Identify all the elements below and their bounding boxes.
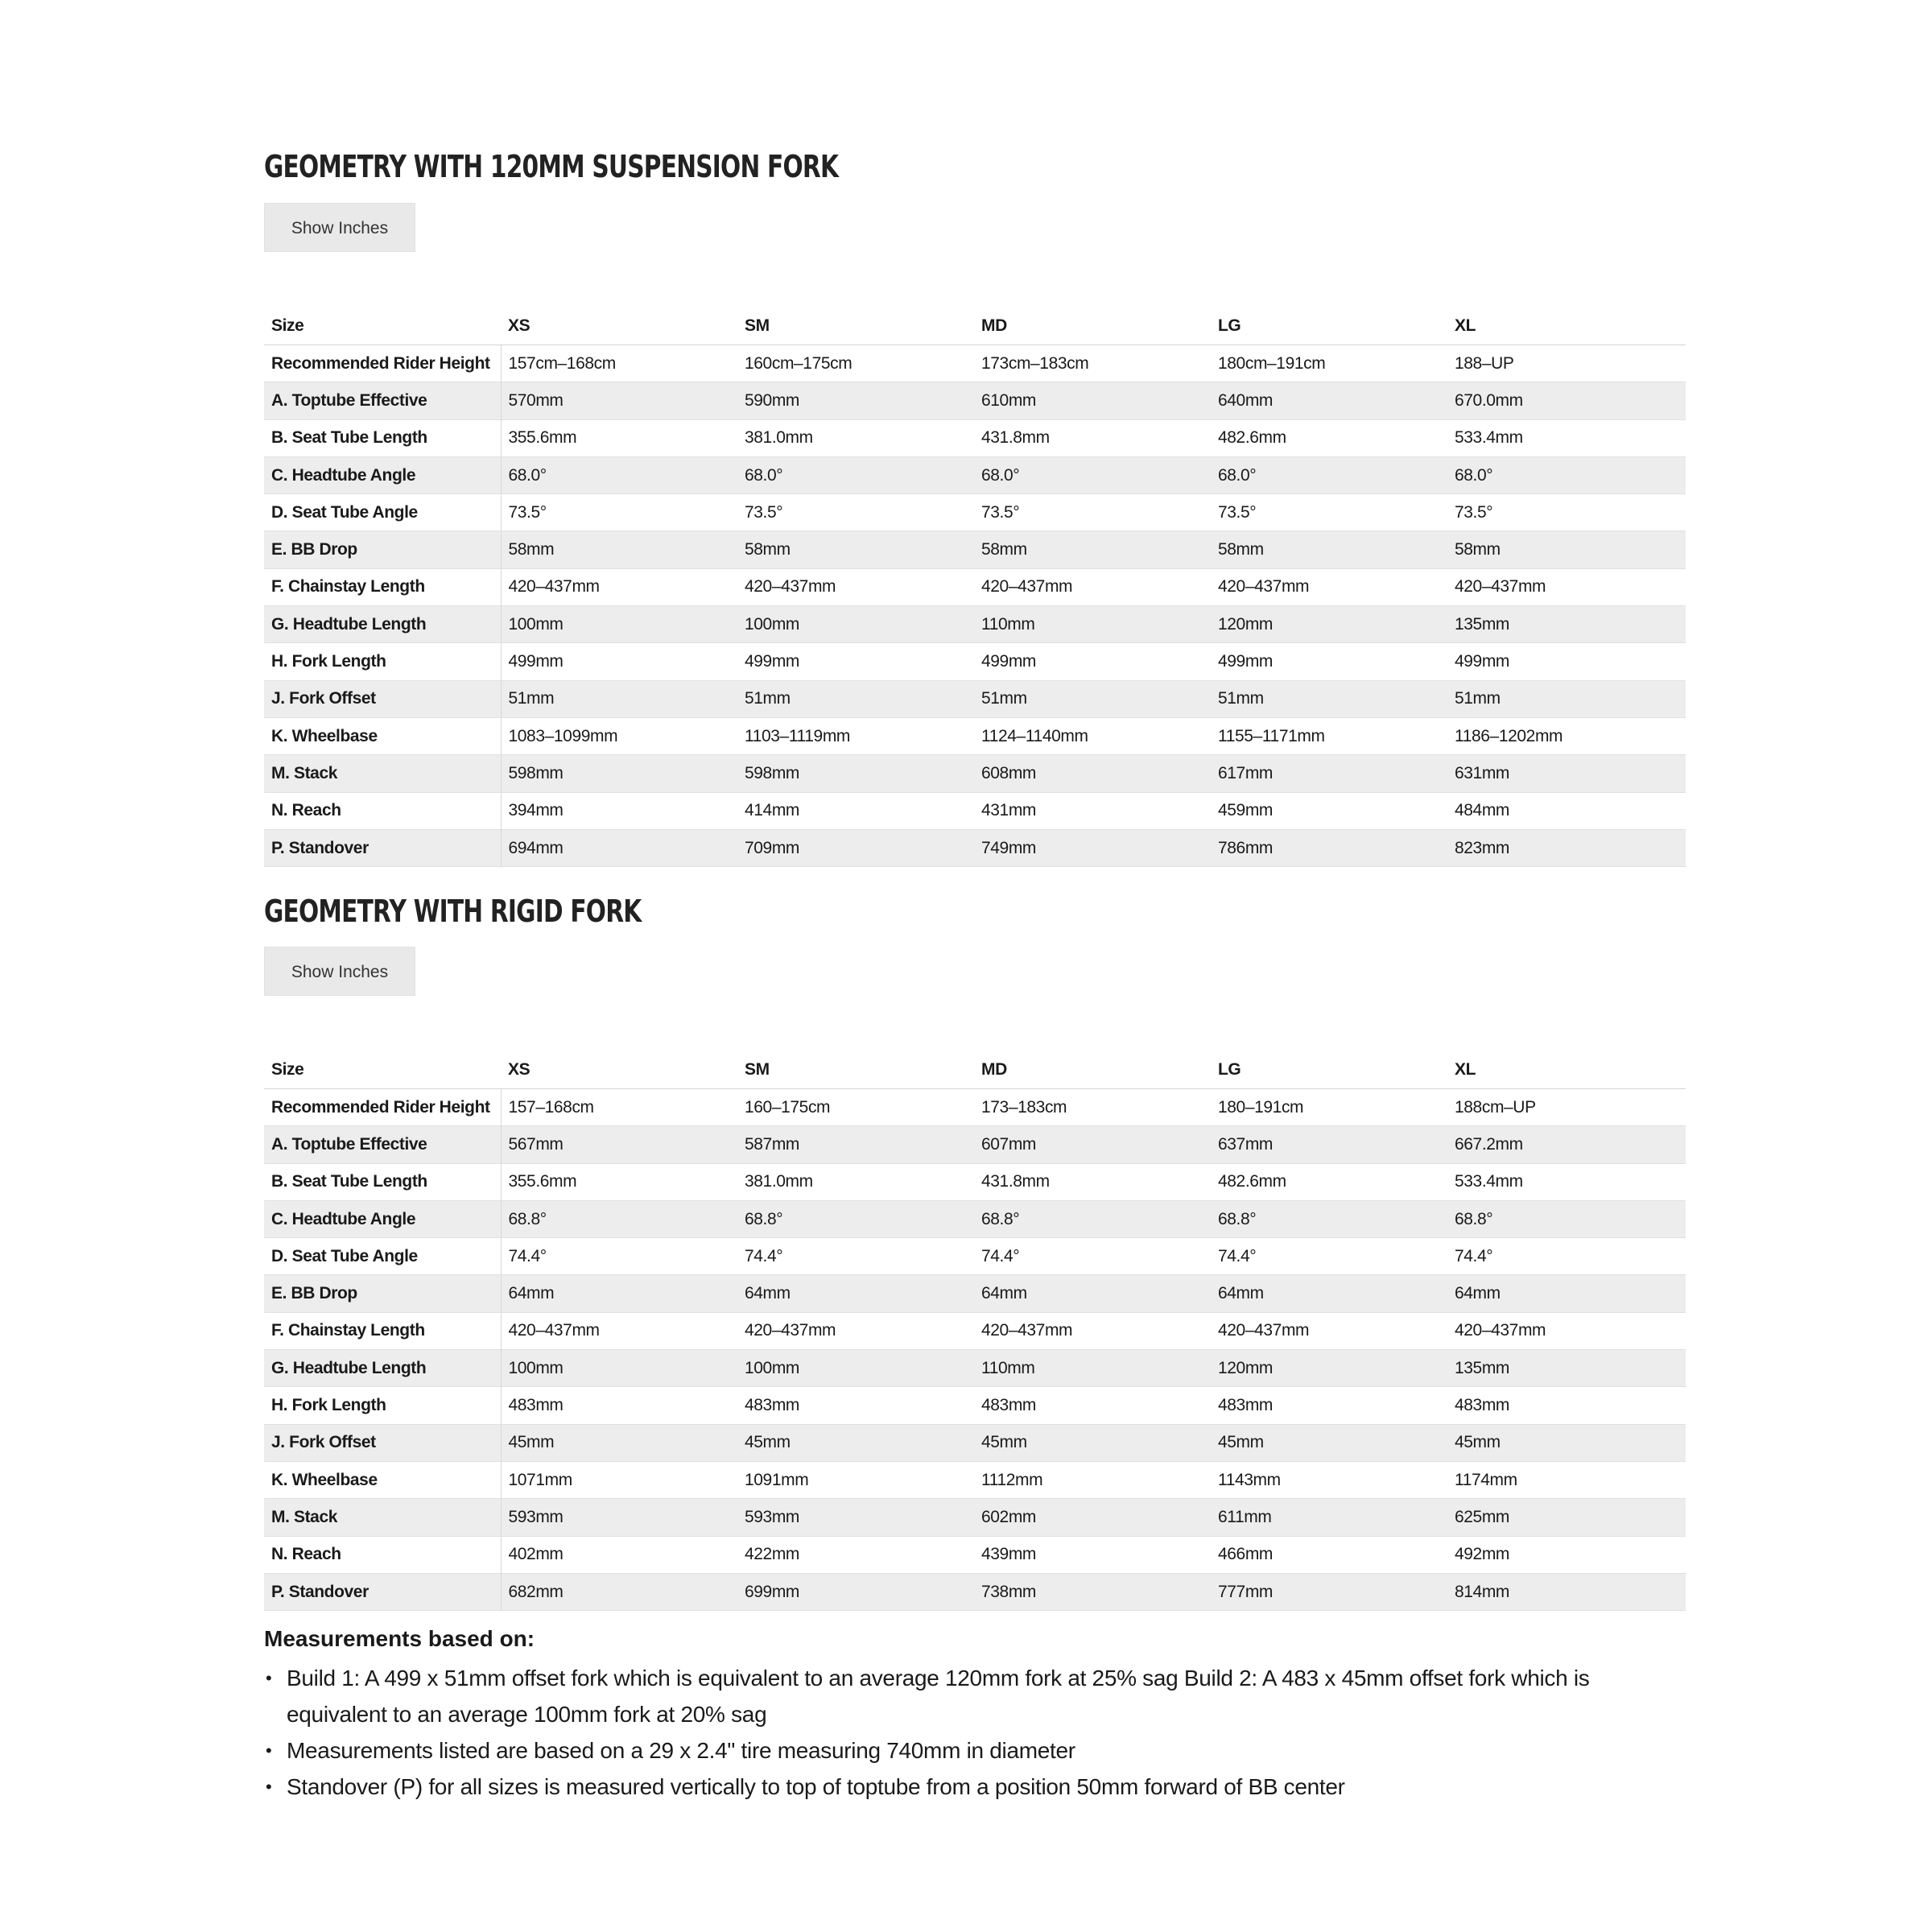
table-cell: 567mm bbox=[501, 1126, 737, 1163]
table-row bbox=[264, 1461, 1686, 1498]
table-cell: 533.4mm bbox=[1447, 419, 1686, 456]
table-cell: 682mm bbox=[501, 1573, 737, 1610]
table-cell: 459mm bbox=[1211, 792, 1447, 829]
table-row bbox=[264, 1238, 1686, 1275]
table-cell: 68.8° bbox=[1447, 1200, 1686, 1237]
row-label: B. Seat Tube Length bbox=[264, 1163, 501, 1200]
bullet-icon: • bbox=[266, 1777, 272, 1797]
table-cell: 73.5° bbox=[974, 494, 1211, 531]
table-cell: 74.4° bbox=[501, 1238, 737, 1275]
note-text: Measurements listed are based on a 29 x 2.4" tire measuring 740mm in diameter bbox=[287, 1738, 1075, 1763]
column-header-lg: LG bbox=[1211, 308, 1447, 345]
row-label: M. Stack bbox=[264, 1499, 501, 1536]
column-header-md: MD bbox=[974, 308, 1211, 345]
table-cell: 64mm bbox=[1211, 1275, 1447, 1312]
bullet-icon: • bbox=[266, 1740, 272, 1761]
table-cell: 68.8° bbox=[1211, 1200, 1447, 1237]
table-cell: 73.5° bbox=[1211, 494, 1447, 531]
note-text: Build 1: A 499 x 51mm offset fork which is equivalent to an average 120mm fork at 25% sag Build 2: A 483 x 45mm offset fork which is equivalent to an average 100mm fork at 20% sag bbox=[287, 1666, 1590, 1727]
table-cell: 74.4° bbox=[974, 1238, 1211, 1275]
table-cell: 188–UP bbox=[1447, 345, 1686, 382]
table-cell: 420–437mm bbox=[501, 568, 737, 605]
column-header-xl: XL bbox=[1447, 1051, 1686, 1089]
table-row bbox=[264, 1536, 1686, 1573]
table-row bbox=[264, 680, 1686, 717]
table-cell: 58mm bbox=[974, 531, 1211, 568]
table-cell: 120mm bbox=[1211, 1350, 1447, 1387]
row-label: A. Toptube Effective bbox=[264, 382, 501, 419]
column-header-xs: XS bbox=[501, 1051, 737, 1089]
table-cell: 431mm bbox=[974, 792, 1211, 829]
table-cell: 420–437mm bbox=[1447, 568, 1686, 605]
measurement-notes bbox=[264, 1623, 1686, 1805]
table-cell: 483mm bbox=[1447, 1387, 1686, 1424]
row-label: D. Seat Tube Angle bbox=[264, 494, 501, 531]
table-header bbox=[264, 1051, 1686, 1089]
table-body bbox=[264, 1089, 1686, 1611]
row-label: M. Stack bbox=[264, 755, 501, 792]
table-cell: 1124–1140mm bbox=[974, 717, 1211, 754]
row-label: K. Wheelbase bbox=[264, 1461, 501, 1498]
table-cell: 749mm bbox=[974, 829, 1211, 866]
table-cell: 499mm bbox=[1211, 643, 1447, 680]
table-body bbox=[264, 345, 1686, 867]
table-cell: 58mm bbox=[1211, 531, 1447, 568]
table-cell: 188cm–UP bbox=[1447, 1089, 1686, 1126]
table-cell: 499mm bbox=[737, 643, 974, 680]
table-row bbox=[264, 755, 1686, 792]
row-label: C. Headtube Angle bbox=[264, 456, 501, 493]
table-cell: 420–437mm bbox=[1447, 1312, 1686, 1349]
table-cell: 100mm bbox=[737, 606, 974, 643]
table-row bbox=[264, 792, 1686, 829]
row-label: C. Headtube Angle bbox=[264, 1200, 501, 1237]
column-header-sm: SM bbox=[737, 308, 974, 345]
table-cell: 482.6mm bbox=[1211, 419, 1447, 456]
row-label: F. Chainstay Length bbox=[264, 568, 501, 605]
table-cell: 68.0° bbox=[974, 456, 1211, 493]
table-row bbox=[264, 1573, 1686, 1610]
table-cell: 73.5° bbox=[1447, 494, 1686, 531]
table-cell: 58mm bbox=[501, 531, 737, 568]
row-label: E. BB Drop bbox=[264, 1275, 501, 1312]
table-cell: 381.0mm bbox=[737, 1163, 974, 1200]
table-cell: 45mm bbox=[501, 1424, 737, 1461]
table-cell: 110mm bbox=[974, 1350, 1211, 1387]
table-cell: 1143mm bbox=[1211, 1461, 1447, 1498]
column-header-xl: XL bbox=[1447, 308, 1686, 345]
table-cell: 593mm bbox=[501, 1499, 737, 1536]
table-cell: 1112mm bbox=[974, 1461, 1211, 1498]
table-cell: 499mm bbox=[501, 643, 737, 680]
table-cell: 73.5° bbox=[501, 494, 737, 531]
table-cell: 120mm bbox=[1211, 606, 1447, 643]
table-cell: 483mm bbox=[737, 1387, 974, 1424]
column-header-xs: XS bbox=[501, 308, 737, 345]
geometry-table-rigid bbox=[264, 1051, 1686, 1611]
column-header-md: MD bbox=[974, 1051, 1211, 1089]
note-item bbox=[264, 1732, 1686, 1769]
table-cell: 100mm bbox=[501, 1350, 737, 1387]
table-row bbox=[264, 419, 1686, 456]
table-cell: 590mm bbox=[737, 382, 974, 419]
row-label: N. Reach bbox=[264, 1536, 501, 1573]
geometry-table-suspension bbox=[264, 308, 1686, 867]
table-cell: 738mm bbox=[974, 1573, 1211, 1610]
row-label: A. Toptube Effective bbox=[264, 1126, 501, 1163]
table-cell: 420–437mm bbox=[1211, 1312, 1447, 1349]
table-row bbox=[264, 456, 1686, 493]
table-cell: 135mm bbox=[1447, 606, 1686, 643]
table-cell: 499mm bbox=[974, 643, 1211, 680]
table-row bbox=[264, 1200, 1686, 1237]
table-cell: 483mm bbox=[1211, 1387, 1447, 1424]
table-row bbox=[264, 1499, 1686, 1536]
table-cell: 631mm bbox=[1447, 755, 1686, 792]
row-label: Recommended Rider Height bbox=[264, 345, 501, 382]
show-inches-button[interactable]: Show Inches bbox=[264, 203, 415, 252]
table-cell: 64mm bbox=[974, 1275, 1211, 1312]
table-cell: 68.0° bbox=[1447, 456, 1686, 493]
table-row bbox=[264, 1350, 1686, 1387]
table-cell: 617mm bbox=[1211, 755, 1447, 792]
table-cell: 381.0mm bbox=[737, 419, 974, 456]
table-cell: 74.4° bbox=[1447, 1238, 1686, 1275]
table-cell: 608mm bbox=[974, 755, 1211, 792]
row-label: Recommended Rider Height bbox=[264, 1089, 501, 1126]
row-label: J. Fork Offset bbox=[264, 1424, 501, 1461]
table-cell: 1091mm bbox=[737, 1461, 974, 1498]
table-cell: 68.8° bbox=[974, 1200, 1211, 1237]
table-cell: 45mm bbox=[974, 1424, 1211, 1461]
table-row bbox=[264, 606, 1686, 643]
table-cell: 482.6mm bbox=[1211, 1163, 1447, 1200]
table-cell: 570mm bbox=[501, 382, 737, 419]
table-cell: 420–437mm bbox=[1211, 568, 1447, 605]
table-cell: 100mm bbox=[737, 1350, 974, 1387]
table-row bbox=[264, 1089, 1686, 1126]
table-cell: 625mm bbox=[1447, 1499, 1686, 1536]
table-cell: 422mm bbox=[737, 1536, 974, 1573]
table-row bbox=[264, 717, 1686, 754]
table-cell: 402mm bbox=[501, 1536, 737, 1573]
table-cell: 68.8° bbox=[737, 1200, 974, 1237]
table-cell: 51mm bbox=[974, 680, 1211, 717]
table-cell: 68.0° bbox=[501, 456, 737, 493]
notes-list bbox=[264, 1660, 1686, 1805]
table-cell: 466mm bbox=[1211, 1536, 1447, 1573]
table-cell: 814mm bbox=[1447, 1573, 1686, 1610]
table-cell: 439mm bbox=[974, 1536, 1211, 1573]
table-row bbox=[264, 1424, 1686, 1461]
table-cell: 699mm bbox=[737, 1573, 974, 1610]
row-label: G. Headtube Length bbox=[264, 606, 501, 643]
table-cell: 533.4mm bbox=[1447, 1163, 1686, 1200]
table-cell: 499mm bbox=[1447, 643, 1686, 680]
table-row bbox=[264, 568, 1686, 605]
table-cell: 777mm bbox=[1211, 1573, 1447, 1610]
table-cell: 593mm bbox=[737, 1499, 974, 1536]
table-row bbox=[264, 1387, 1686, 1424]
table-cell: 64mm bbox=[501, 1275, 737, 1312]
table-cell: 74.4° bbox=[1211, 1238, 1447, 1275]
table-cell: 1174mm bbox=[1447, 1461, 1686, 1498]
table-cell: 431.8mm bbox=[974, 1163, 1211, 1200]
table-cell: 786mm bbox=[1211, 829, 1447, 866]
table-row bbox=[264, 829, 1686, 866]
table-cell: 173–183cm bbox=[974, 1089, 1211, 1126]
table-cell: 73.5° bbox=[737, 494, 974, 531]
table-cell: 670.0mm bbox=[1447, 382, 1686, 419]
table-row bbox=[264, 1163, 1686, 1200]
table-cell: 74.4° bbox=[737, 1238, 974, 1275]
row-label: H. Fork Length bbox=[264, 643, 501, 680]
table-cell: 45mm bbox=[737, 1424, 974, 1461]
table-row bbox=[264, 643, 1686, 680]
table-row bbox=[264, 345, 1686, 382]
row-label: D. Seat Tube Angle bbox=[264, 1238, 501, 1275]
row-label: N. Reach bbox=[264, 792, 501, 829]
column-header-size: Size bbox=[264, 308, 501, 345]
row-label: F. Chainstay Length bbox=[264, 1312, 501, 1349]
row-label: K. Wheelbase bbox=[264, 717, 501, 754]
table-cell: 100mm bbox=[501, 606, 737, 643]
table-cell: 667.2mm bbox=[1447, 1126, 1686, 1163]
table-row bbox=[264, 1126, 1686, 1163]
bullet-icon: • bbox=[266, 1668, 272, 1688]
table-cell: 355.6mm bbox=[501, 419, 737, 456]
row-label: B. Seat Tube Length bbox=[264, 419, 501, 456]
table-cell: 68.8° bbox=[501, 1200, 737, 1237]
note-item bbox=[264, 1660, 1686, 1732]
table-row bbox=[264, 1312, 1686, 1349]
table-cell: 1155–1171mm bbox=[1211, 717, 1447, 754]
table-row bbox=[264, 494, 1686, 531]
table-cell: 1103–1119mm bbox=[737, 717, 974, 754]
table-cell: 51mm bbox=[737, 680, 974, 717]
table-cell: 414mm bbox=[737, 792, 974, 829]
section-title-suspension: GEOMETRY WITH 120MM SUSPENSION FORK bbox=[264, 149, 839, 184]
row-label: H. Fork Length bbox=[264, 1387, 501, 1424]
column-header-sm: SM bbox=[737, 1051, 974, 1089]
table-cell: 58mm bbox=[737, 531, 974, 568]
table-cell: 110mm bbox=[974, 606, 1211, 643]
table-row bbox=[264, 531, 1686, 568]
table-cell: 157–168cm bbox=[501, 1089, 737, 1126]
table-cell: 598mm bbox=[737, 755, 974, 792]
table-cell: 135mm bbox=[1447, 1350, 1686, 1387]
table-cell: 420–437mm bbox=[737, 568, 974, 605]
table-cell: 68.0° bbox=[737, 456, 974, 493]
table-cell: 45mm bbox=[1211, 1424, 1447, 1461]
table-cell: 420–437mm bbox=[501, 1312, 737, 1349]
table-cell: 173cm–183cm bbox=[974, 345, 1211, 382]
row-label: P. Standover bbox=[264, 829, 501, 866]
table-row bbox=[264, 1275, 1686, 1312]
table-cell: 823mm bbox=[1447, 829, 1686, 866]
table-cell: 598mm bbox=[501, 755, 737, 792]
notes-heading: Measurements based on: bbox=[264, 1626, 535, 1651]
table-cell: 420–437mm bbox=[974, 1312, 1211, 1349]
table-cell: 160–175cm bbox=[737, 1089, 974, 1126]
note-text: Standover (P) for all sizes is measured vertically to top of toptube from a position 50mm forward of BB center bbox=[287, 1774, 1345, 1799]
table-cell: 180–191cm bbox=[1211, 1089, 1447, 1126]
table-cell: 51mm bbox=[1447, 680, 1686, 717]
table-cell: 587mm bbox=[737, 1126, 974, 1163]
table-cell: 51mm bbox=[501, 680, 737, 717]
table-header bbox=[264, 308, 1686, 345]
table-cell: 607mm bbox=[974, 1126, 1211, 1163]
table-cell: 484mm bbox=[1447, 792, 1686, 829]
row-label: E. BB Drop bbox=[264, 531, 501, 568]
row-label: P. Standover bbox=[264, 1573, 501, 1610]
table-cell: 640mm bbox=[1211, 382, 1447, 419]
table-cell: 394mm bbox=[501, 792, 737, 829]
table-cell: 64mm bbox=[1447, 1275, 1686, 1312]
table-cell: 64mm bbox=[737, 1275, 974, 1312]
table-cell: 157cm–168cm bbox=[501, 345, 737, 382]
table-cell: 492mm bbox=[1447, 1536, 1686, 1573]
table-cell: 1186–1202mm bbox=[1447, 717, 1686, 754]
table-cell: 431.8mm bbox=[974, 419, 1211, 456]
table-cell: 1071mm bbox=[501, 1461, 737, 1498]
row-label: G. Headtube Length bbox=[264, 1350, 501, 1387]
table-cell: 1083–1099mm bbox=[501, 717, 737, 754]
table-row bbox=[264, 382, 1686, 419]
show-inches-button[interactable]: Show Inches bbox=[264, 947, 415, 996]
table-cell: 709mm bbox=[737, 829, 974, 866]
table-cell: 420–437mm bbox=[737, 1312, 974, 1349]
table-cell: 180cm–191cm bbox=[1211, 345, 1447, 382]
table-cell: 45mm bbox=[1447, 1424, 1686, 1461]
section-title-rigid: GEOMETRY WITH RIGID FORK bbox=[264, 894, 642, 929]
table-cell: 68.0° bbox=[1211, 456, 1447, 493]
table-cell: 160cm–175cm bbox=[737, 345, 974, 382]
table-cell: 602mm bbox=[974, 1499, 1211, 1536]
row-label: J. Fork Offset bbox=[264, 680, 501, 717]
table-cell: 483mm bbox=[501, 1387, 737, 1424]
table-cell: 610mm bbox=[974, 382, 1211, 419]
table-cell: 611mm bbox=[1211, 1499, 1447, 1536]
column-header-size: Size bbox=[264, 1051, 501, 1089]
table-cell: 355.6mm bbox=[501, 1163, 737, 1200]
table-cell: 420–437mm bbox=[974, 568, 1211, 605]
note-item bbox=[264, 1769, 1686, 1805]
table-cell: 483mm bbox=[974, 1387, 1211, 1424]
table-cell: 58mm bbox=[1447, 531, 1686, 568]
column-header-lg: LG bbox=[1211, 1051, 1447, 1089]
table-cell: 637mm bbox=[1211, 1126, 1447, 1163]
table-cell: 51mm bbox=[1211, 680, 1447, 717]
table-cell: 694mm bbox=[501, 829, 737, 866]
